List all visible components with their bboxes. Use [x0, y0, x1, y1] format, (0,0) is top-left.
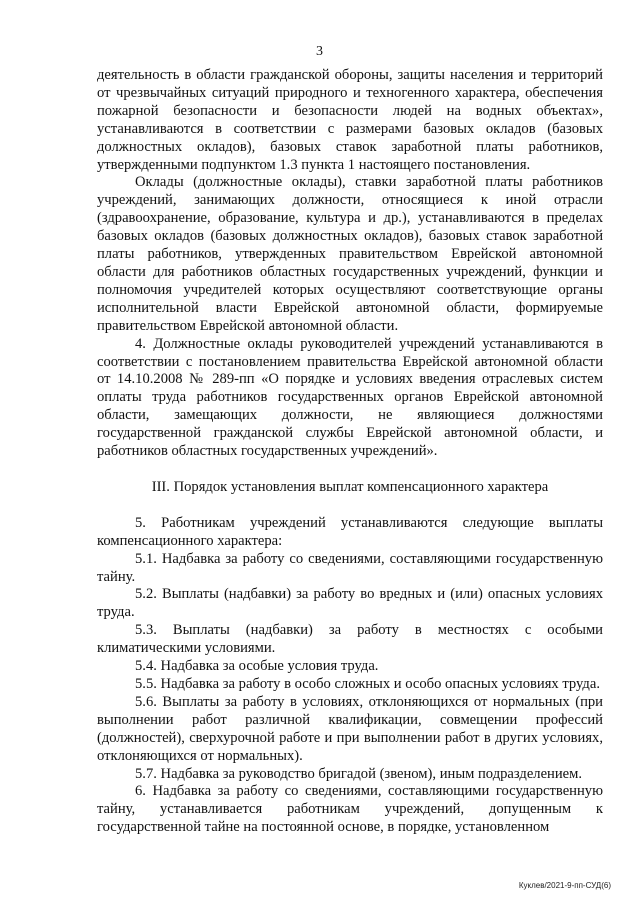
footer-document-code: Куклев/2021-9-пп-СУД(6): [518, 881, 611, 890]
paragraph-continuation: деятельность в области гражданской обороны, защиты населения и территорий от чрезвычайных ситуаций природного и техногенного характера, обеспечения пожарной безопасности и безопасности людей на водных объектах», устанавливаются в соответствии с размерами базовых окладов (базовых должностных окладов), базовых ставок заработной платы работников, утвержденными подпунктом 1.3 пункта 1 настоящего постановления.: [97, 67, 603, 173]
page-number: 3: [316, 44, 323, 59]
list-item-5-7: 5.7. Надбавка за руководство бригадой (звеном), иным подразделением.: [135, 765, 583, 782]
document-body: [97, 67, 603, 837]
list-item-5-1: 5.1. Надбавка за работу со сведениями, составляющими государственную тайну.: [97, 550, 603, 585]
list-item-5-5: 5.5. Надбавка за работу в особо сложных и особо опасных условиях труда.: [135, 676, 600, 692]
paragraph-item-4: 4. Должностные оклады руководителей учреждений устанавливаются в соответствии с постановлением правительства Еврейской автономной области от 14.10.2008 № 289-пп «О порядке и условиях введения отраслевых систем оплаты труда работников государственных органов Еврейской автономной области, замещающих должности, не являющиеся должностями государственной гражданской службы Еврейской автономной области, и работников областных государственных учреждений».: [97, 335, 603, 460]
list-item-5-3: 5.3. Выплаты (надбавки) за работу в местностях с особыми климатическими условиями.: [97, 622, 603, 657]
list-item-6: 6. Надбавка за работу со сведениями, составляющими государственную тайну, устанавливается работникам учреждений, допущенным к государственной тайне на постоянной основе, в порядке, установленном: [97, 783, 603, 836]
list-item-5-2: 5.2. Выплаты (надбавки) за работу во вредных и (или) опасных условиях труда.: [97, 586, 603, 621]
list-item-5: 5. Работникам учреждений устанавливаются следующие выплаты компенсационного характера:: [97, 514, 603, 549]
paragraph-salaries-other-sectors: Оклады (должностные оклады), ставки заработной платы работников учреждений, занимающих должности, относящиеся к иной отрасли (здравоохранение, образование, культура и др.), устанавливаются в пределах базовых окладов (базовых должностных окладов), базовых ставок заработной платы работников, утвержденных правительством Еврейской автономной области для работников областных государственных учреждений, функции и полномочия учредителей которых осуществляют соответствующие органы исполнительной власти Еврейской автономной области, формируемые правительством Еврейской автономной области.: [97, 174, 603, 334]
list-item-5-6: 5.6. Выплаты за работу в условиях, отклоняющихся от нормальных (при выполнении работ различной квалификации, совмещении профессий (должностей), сверхурочной работе и при выполнении работ в других условиях, отклоняющихся от нормальных).: [97, 693, 603, 764]
section-title: III. Порядок установления выплат компенсационного характера: [151, 478, 549, 495]
list-item-5-4: 5.4. Надбавка за особые условия труда.: [135, 658, 379, 675]
